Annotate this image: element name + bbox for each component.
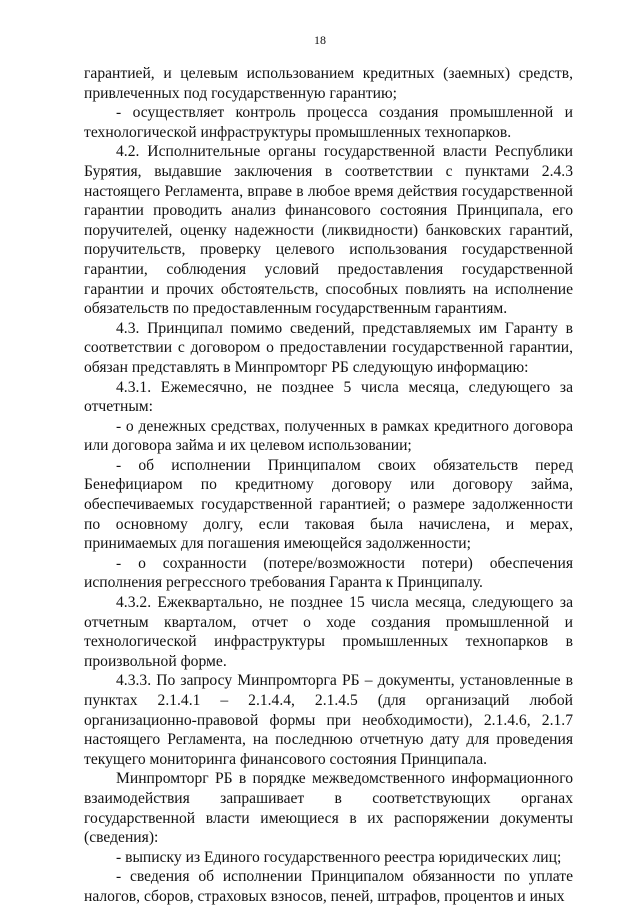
page-number: 18 [314, 33, 326, 47]
paragraph: 4.3.2. Ежеквартально, не позднее 15 числа месяца, следующего за отчетным кварталом, отчет о ходе создания промышленной и технологической инфраструктуры промышленных технопарков в произвольной форме. [84, 594, 573, 670]
paragraph: - об исполнении Принципалом своих обязательств перед Бенефициаром по кредитному договору или договору займа, обеспечиваемых государственной гарантией; о размере задолженности по основному долгу, если таковая была начислена, и мерах, принимаемых для погашения имеющейся задолженности; [84, 456, 573, 553]
document-body [84, 64, 573, 907]
paragraph: - осуществляет контроль процесса создания промышленной и технологической инфраструктуры промышленных технопарков. [84, 104, 573, 141]
paragraph: - сведения об исполнении Принципалом обязанности по уплате налогов, сборов, страховых взносов, пеней, штрафов, процентов и иных [84, 868, 573, 905]
paragraph: 4.3. Принципал помимо сведений, представляемых им Гаранту в соответствии с договором о предоставлении государственной гарантии, обязан представлять в Минпромторг РБ следующую информацию: [84, 319, 573, 376]
paragraph: 4.3.1. Ежемесячно, не позднее 5 числа месяца, следующего за отчетным: [84, 378, 573, 416]
paragraph: 4.2. Исполнительные органы государственной власти Республики Бурятия, выдавшие заключения в соответствии с пунктами 2.4.3 настоящего Регламента, вправе в любое время действия государственной гарантии проводить анализ финансового состояния Принципала, его поручителей, оценку надежности (ликвидности) банковских гарантий, поручительств, проверку целевого использования государственной гарантии, соблюдения условий предоставления государственной гарантии и прочих обстоятельств, способных повлиять на исполнение обязательств по предоставленным государственным гарантиям. [84, 143, 573, 318]
paragraph: - о денежных средствах, полученных в рамках кредитного договора или договора займа и их целевом использовании; [84, 417, 573, 455]
paragraph: - выписку из Единого государственного реестра юридических лиц; [116, 848, 562, 866]
paragraph: гарантией, и целевым использованием кредитных (заемных) средств, привлеченных под государственную гарантию; [84, 65, 573, 102]
paragraph: 4.3.3. По запросу Минпромторга РБ – документы, установленные в пунктах 2.1.4.1 – 2.1.4.4, 2.1.4.5 (для организаций любой организационно-правовой формы при необходимости), 2.1.4.6, 2.1.7 настоящего Регламента, на последнюю отчетную дату для проведения текущего мониторинга финансового состояния Принципала. [84, 672, 573, 768]
paragraph: - о сохранности (потере/возможности потери) обеспечения исполнения регрессного требования Гаранта к Принципалу. [84, 554, 573, 592]
paragraph: Минпромторг РБ в порядке межведомственного информационного взаимодействия запрашивает в соответствующих органах государственной власти имеющиеся в их распоряжении документы (сведения): [84, 770, 573, 847]
